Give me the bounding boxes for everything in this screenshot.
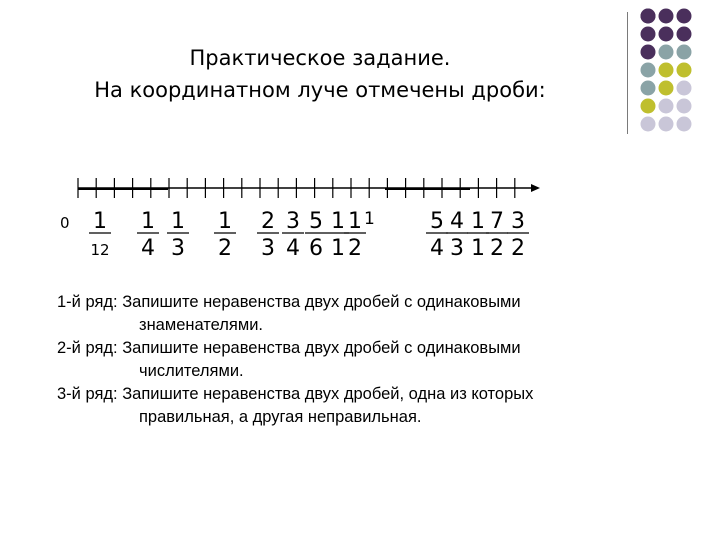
fraction-numerator: 5 bbox=[309, 209, 323, 234]
fraction-label bbox=[327, 209, 349, 261]
task-1-continuation: знаменателями. bbox=[139, 316, 264, 334]
fraction-numerator: 1 bbox=[141, 209, 155, 234]
decor-dot bbox=[641, 99, 656, 114]
ray-arrowhead bbox=[531, 184, 540, 192]
fraction-denominator: 4 bbox=[141, 236, 155, 261]
zero-label: 0 bbox=[60, 214, 70, 232]
fraction-denominator: 3 bbox=[450, 236, 464, 261]
decor-dot bbox=[641, 45, 656, 60]
fraction-numerator: 3 bbox=[286, 209, 300, 234]
fraction-denominator: 6 bbox=[309, 236, 323, 261]
fraction-denominator: 2 bbox=[348, 236, 362, 261]
fraction-denominator: 1 bbox=[471, 236, 485, 261]
fraction-label bbox=[467, 209, 489, 261]
fraction-denominator: 4 bbox=[286, 236, 300, 261]
decor-dot bbox=[659, 45, 674, 60]
fraction-label bbox=[507, 209, 529, 261]
decor-dot bbox=[641, 117, 656, 132]
fraction-denominator: 2 bbox=[218, 236, 232, 261]
decor-dot bbox=[641, 27, 656, 42]
fraction-label bbox=[257, 209, 279, 261]
decor-dot bbox=[659, 99, 674, 114]
decor-dot bbox=[677, 9, 692, 24]
decor-dot bbox=[641, 63, 656, 78]
fraction-label bbox=[89, 209, 111, 259]
fraction-label bbox=[486, 209, 508, 261]
decor-dot bbox=[659, 117, 674, 132]
fraction-numerator: 1 bbox=[171, 209, 185, 234]
decor-dot bbox=[659, 81, 674, 96]
fraction-label bbox=[282, 209, 304, 261]
slide-title bbox=[0, 42, 640, 106]
fraction-denominator: 4 bbox=[430, 236, 444, 261]
task-row-1 bbox=[57, 291, 697, 337]
fraction-numerator: 1 bbox=[348, 209, 362, 234]
fraction-numerator: 1 bbox=[93, 209, 107, 234]
decor-dot bbox=[677, 99, 692, 114]
decor-dot bbox=[659, 9, 674, 24]
fraction-label bbox=[214, 209, 236, 261]
fraction-label bbox=[167, 209, 189, 261]
decor-dot bbox=[677, 45, 692, 60]
fraction-denominator: 12 bbox=[90, 241, 110, 259]
task-row-3 bbox=[57, 383, 697, 429]
fraction-numerator: 4 bbox=[450, 209, 464, 234]
decor-dot bbox=[641, 9, 656, 24]
decor-dot bbox=[641, 81, 656, 96]
fraction-numerator: 3 bbox=[511, 209, 525, 234]
fraction-label bbox=[426, 209, 448, 261]
task-3-text: 3-й ряд: Запишите неравенства двух дробей, одна из которых bbox=[57, 385, 534, 403]
fraction-numerator: 2 bbox=[261, 209, 275, 234]
fraction-label bbox=[344, 209, 366, 261]
coordinate-ray bbox=[0, 160, 720, 270]
task-1-text: 1-й ряд: Запишите неравенства двух дробей с одинаковыми bbox=[57, 293, 521, 311]
title-line-2: На координатном луче отмечены дроби: bbox=[94, 78, 546, 102]
decor-dot bbox=[659, 27, 674, 42]
fraction-numerator: 5 bbox=[430, 209, 444, 234]
fraction-numerator: 7 bbox=[490, 209, 504, 234]
fraction-label bbox=[137, 209, 159, 261]
decor-dot bbox=[641, 9, 656, 24]
task-row-2 bbox=[57, 337, 697, 383]
fraction-denominator: 3 bbox=[261, 236, 275, 261]
fraction-denominator: 3 bbox=[171, 236, 185, 261]
fraction-numerator: 1 bbox=[331, 209, 345, 234]
task-list bbox=[57, 291, 697, 429]
decor-dot bbox=[677, 117, 692, 132]
one-label: 1 bbox=[364, 209, 375, 229]
fraction-numerator: 1 bbox=[218, 209, 232, 234]
fraction-denominator: 2 bbox=[490, 236, 504, 261]
task-2-continuation: числителями. bbox=[139, 362, 244, 380]
decor-dot bbox=[659, 63, 674, 78]
decor-dot bbox=[677, 27, 692, 42]
fraction-numerator: 1 bbox=[471, 209, 485, 234]
task-3-continuation: правильная, а другая неправильная. bbox=[139, 408, 422, 426]
title-line-1: Практическое задание. bbox=[189, 46, 451, 70]
task-2-text: 2-й ряд: Запишите неравенства двух дробей с одинаковыми bbox=[57, 339, 521, 357]
decor-dot bbox=[677, 63, 692, 78]
fraction-label bbox=[305, 209, 327, 261]
fraction-denominator: 1 bbox=[331, 236, 345, 261]
fraction-denominator: 2 bbox=[511, 236, 525, 261]
decor-dot bbox=[677, 81, 692, 96]
fraction-label bbox=[446, 209, 468, 261]
